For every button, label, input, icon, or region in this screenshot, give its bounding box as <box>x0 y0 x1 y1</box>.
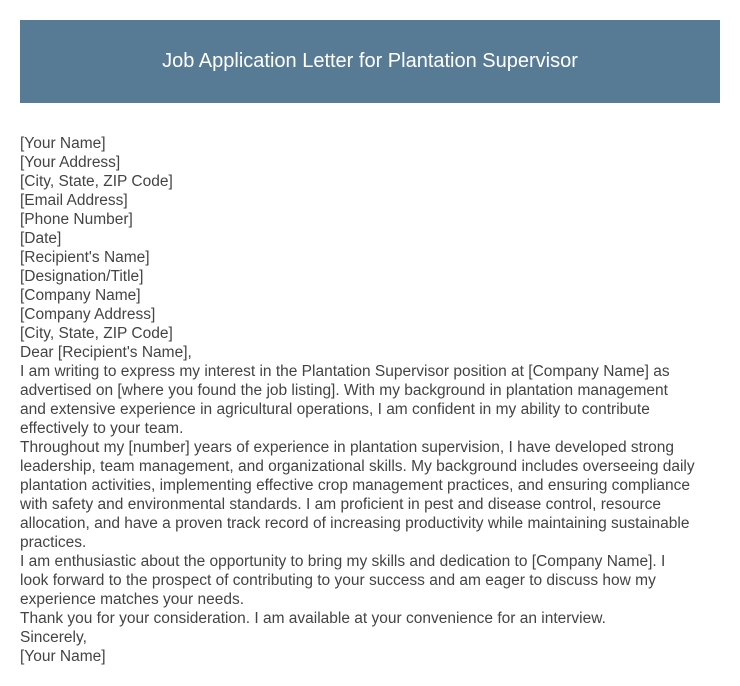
paragraph-line: and extensive experience in agricultural operations, I am confident in my ability to contribute <box>20 401 650 418</box>
paragraph-line: plantation activities, implementing effective crop management practices, and ensuring compliance <box>20 477 691 494</box>
letter-date: [Date] <box>20 230 62 247</box>
paragraph-line: effectively to your team. <box>20 420 184 437</box>
sender-name: [Your Name] <box>20 135 106 152</box>
sender-city-state-zip: [City, State, ZIP Code] <box>20 173 173 190</box>
sender-phone: [Phone Number] <box>20 211 133 228</box>
paragraph-line: allocation, and have a proven track record of increasing productivity while maintaining sustainable <box>20 515 690 532</box>
closing: Sincerely, <box>20 629 87 646</box>
company-name: [Company Name] <box>20 287 141 304</box>
paragraph-thanks: Thank you for your consideration. I am available at your convenience for an interview. <box>20 610 606 627</box>
paragraph-line: I am writing to express my interest in the Plantation Supervisor position at [Company Name] as <box>20 363 670 380</box>
sender-email: [Email Address] <box>20 192 128 209</box>
paragraph-experience <box>20 438 720 552</box>
paragraph-interest <box>20 362 720 438</box>
sender-address: [Your Address] <box>20 154 121 171</box>
letter-body <box>20 134 720 666</box>
address-block <box>20 134 720 343</box>
recipient-title: [Designation/Title] <box>20 268 144 285</box>
paragraph-line: advertised on [where you found the job listing]. With my background in plantation management <box>20 382 668 399</box>
company-address: [Company Address] <box>20 306 156 323</box>
paragraph-line: look forward to the prospect of contributing to your success and am eager to discuss how my <box>20 572 656 589</box>
page-title: Job Application Letter for Plantation Supervisor <box>162 50 578 72</box>
paragraph-line: Throughout my [number] years of experience in plantation supervision, I have developed strong <box>20 439 674 456</box>
recipient-name: [Recipient's Name] <box>20 249 150 266</box>
paragraph-line: leadership, team management, and organizational skills. My background includes overseeing daily <box>20 458 695 475</box>
title-banner <box>20 20 720 103</box>
paragraph-enthusiasm <box>20 552 720 609</box>
paragraph-line: experience matches your needs. <box>20 591 245 608</box>
company-city-state-zip: [City, State, ZIP Code] <box>20 325 173 342</box>
salutation: Dear [Recipient's Name], <box>20 344 192 361</box>
signature: [Your Name] <box>20 648 106 665</box>
paragraph-line: practices. <box>20 534 87 551</box>
paragraph-line: with safety and environmental standards. I am proficient in pest and disease control, resource <box>20 496 662 513</box>
paragraph-line: I am enthusiastic about the opportunity to bring my skills and dedication to [Company Name]. I <box>20 553 666 570</box>
